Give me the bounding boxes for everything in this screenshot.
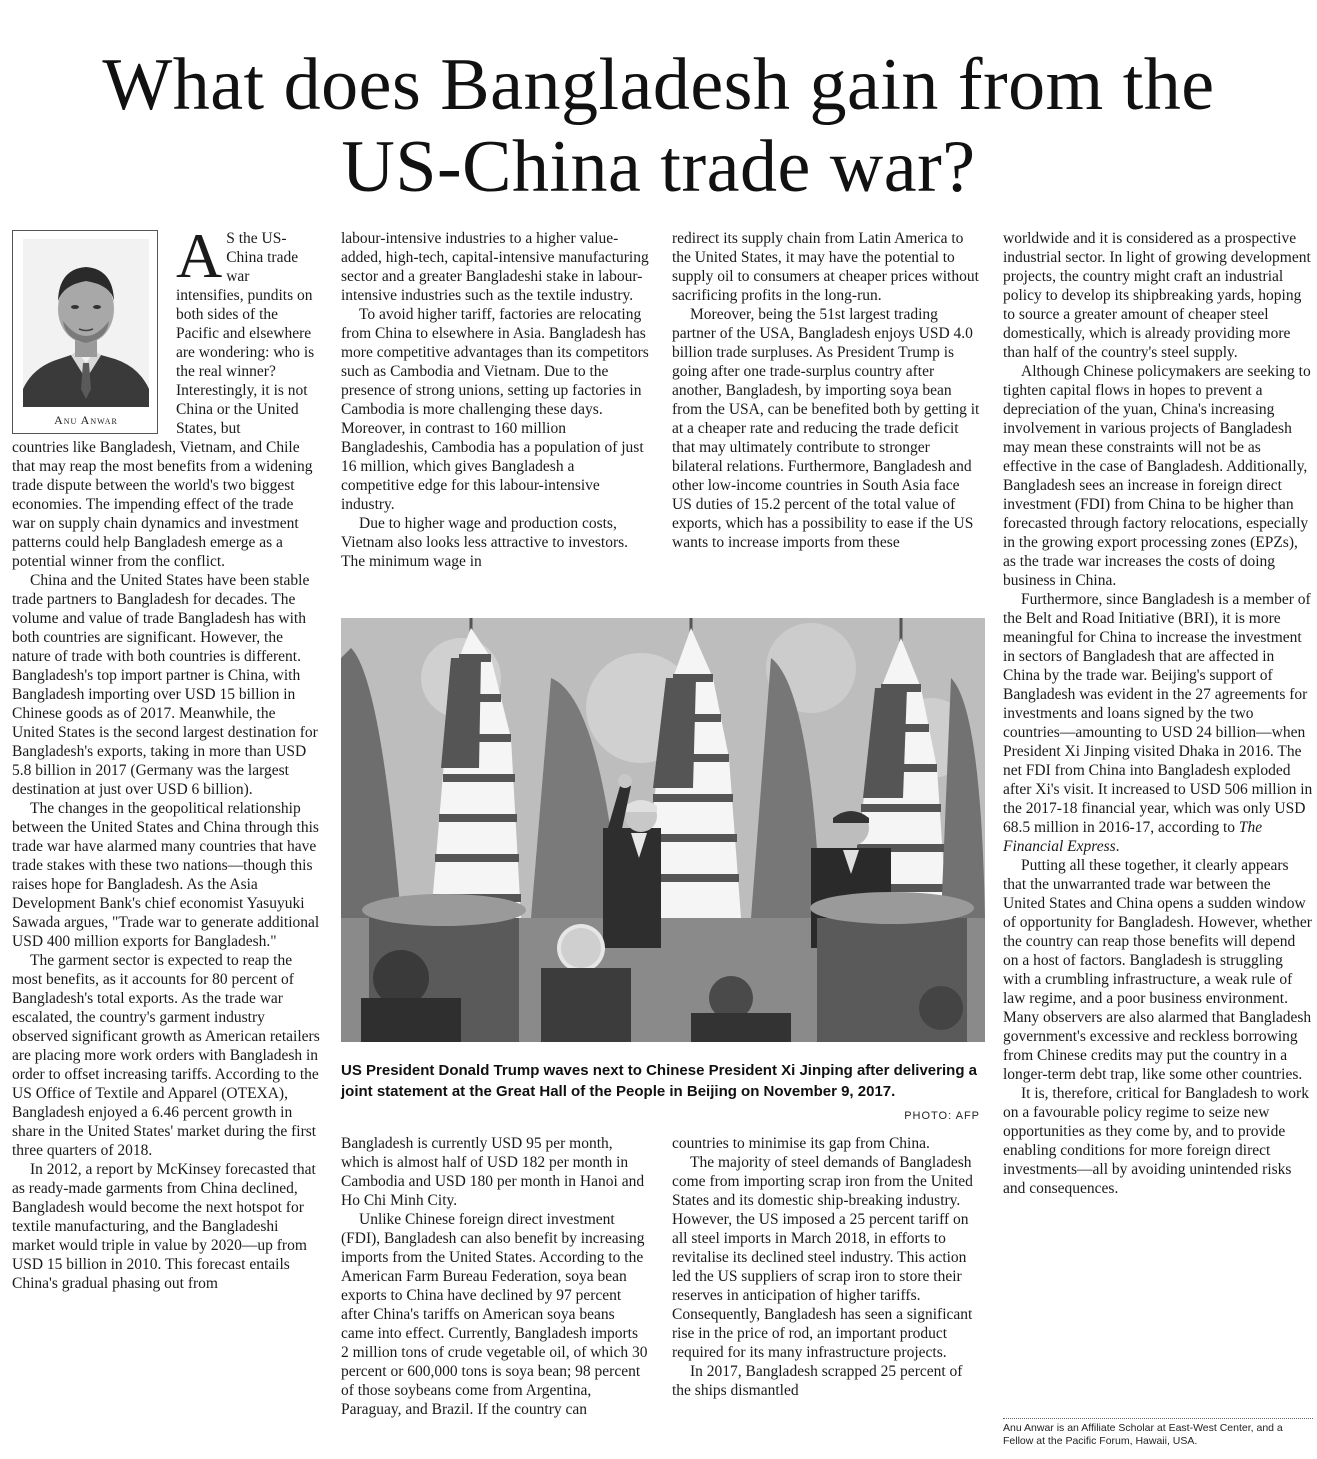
paragraph: countries to minimise its gap from China. (672, 1135, 930, 1152)
lede-wrapped-text: S the US-China trade war intensifies, pundits on both sides of the Pacific and elsewhere are wondering: who is the real winner? Interestingly, it is not China or the United States, but (176, 230, 315, 437)
paragraph: The changes in the geopolitical relationship between the United States and China through this trade war have alarmed many countries that have trade stakes with these two nations—though this raises hope for Bangladesh. As the Asia Development Bank's chief economist Yasuyuki Sawada argues, "Trade war to generate additional USD 400 million exports for Bangladesh." (12, 800, 320, 950)
paragraph: In 2017, Bangladesh scrapped 25 percent of the ships dismantled (672, 1363, 963, 1399)
headline-line-2: US-China trade war? (341, 126, 976, 208)
paragraph-end: . (1115, 838, 1120, 855)
paragraph (1003, 590, 1313, 856)
paragraph: Although Chinese policymakers are seeking to tighten capital flows in hopes to prevent a depreciation of the yuan, China's increasing involvement in various projects of Bangladesh may mean these constraints will not be as effective in the case of Bangladesh. Additionally, Bangladesh sees an increase in foreign direct investment (FDI) from China to be higher than forecasted through factory relocations, especially in the growing export processing zones (EPZs), as the trade war increases the costs of doing business in China. (1003, 363, 1311, 589)
paragraph: Due to higher wage and production costs, Vietnam also looks less attractive to investors. The minimum wage in (341, 515, 629, 570)
paragraph-lede (12, 220, 320, 438)
paragraph: redirect its supply chain from Latin America to the United States, it may have the potential to supply oil to consumers at cheaper prices without sacrificing profits in the long-run. (672, 230, 979, 304)
article-column-3-top (672, 229, 982, 552)
article-column-4 (1003, 229, 1313, 1198)
photo-credit: PHOTO: AFP (904, 1110, 980, 1122)
paragraph: To avoid higher tariff, factories are relocating from China to elsewhere in Asia. Bangladesh has more competitive advantages than its competitors such as Cambodia and Vietnam. Due to the presence of strong unions, setting up factories in Cambodia is more challenging these days. Moreover, in contrast to 160 million Bangladeshis, Cambodia has a population of just 16 million, which gives Bangladesh a competitive edge for this labour-intensive industry. (341, 306, 649, 513)
drop-cap: A (176, 220, 223, 291)
photo-caption: US President Donald Trump waves next to Chinese President Xi Jinping after delivering a joint statement at the Great Hall of the People in Beijing on November 9, 2017. (341, 1062, 977, 1100)
paragraph: Unlike Chinese foreign direct investment (FDI), Bangladesh can also benefit by increasing imports from the United States. According to the American Farm Bureau Federation, soya bean exports to China have declined by 97 percent after China's tariffs on American soya beans came into effect. Currently, Bangladesh imports 2 million tons of crude vegetable oil, of which 30 percent or 600,000 tons is soya bean; 98 percent of those soybeans come from Argentina, Paraguay, and Brazil. If the country can (341, 1211, 648, 1418)
paragraph: Bangladesh is currently USD 95 per month, which is almost half of USD 182 per month in Cambodia and USD 180 per month in Hanoi and Ho Chi Minh City. (341, 1135, 645, 1209)
paragraph: Putting all these together, it clearly appears that the unwarranted trade war between the United States and China opens a sudden window of opportunity for Bangladesh. However, whether the country can reap those benefits will depend on a host of factors. Bangladesh is struggling with a crumbling infrastructure, a weak rule of law regime, and a poor business environment. Many observers are also alarmed that Bangladesh government's excessive and reckless borrowing from Chinese credits may put the country in a longer-term debt trap, like some other countries. (1003, 857, 1312, 1083)
article-column-2-top (341, 229, 649, 571)
headline (0, 44, 1317, 208)
bio-divider (1003, 1418, 1313, 1419)
paragraph: The garment sector is expected to reap the most benefits, as it accounts for 80 percent of Bangladesh's total exports. As the trade war escalated, the country's garment industry observed significant growth as American retailers are placing more work orders with Bangladesh in order to offset increasing tariffs. According to the US Office of Textile and Apparel (OTEXA), Bangladesh enjoyed a 6.46 percent growth in share in the United States' market during the first three quarters of 2018. (12, 952, 320, 1159)
article-column-2-bottom (341, 1134, 649, 1419)
paragraph: labour-intensive industries to a higher value-added, high-tech, capital-intensive manufacturing sector and a greater Bangladeshi stake in labour-intensive industries such as the textile industry. (341, 230, 649, 304)
author-bio: Anu Anwar is an Affiliate Scholar at East-West Center, and a Fellow at the Pacific Forum, Hawaii, USA. (1003, 1422, 1283, 1447)
paragraph: The majority of steel demands of Bangladesh come from importing scrap iron from the United States and its domestic ship-breaking industry. However, the US imposed a 25 percent tariff on all steel imports in March 2018, in efforts to revitalise its declined steel industry. This action led the US suppliers of scrap iron to store their reserves in anticipation of higher tariffs. Consequently, Bangladesh has seen a significant rise in the price of rod, an important product required for its many infrastructure projects. (672, 1154, 973, 1361)
paragraph-text: Furthermore, since Bangladesh is a member of the Belt and Road Initiative (BRI), it is more meaningful for China to increase the investment in sectors of Bangladesh that are affected in China by the trade war. Beijing's support of Bangladesh was evident in the 27 agreements for investments and loans signed by the two countries—amounting to USD 24 billion—when President Xi Jinping visited Dhaka in 2016. The net FDI from China into Bangladesh exploded after Xi's visit. It increased to USD 506 million in the 2017-18 financial year, which was only USD 68.5 million in 2016-17, according to (1003, 591, 1313, 836)
paragraph: Moreover, being the 51st largest trading partner of the USA, Bangladesh enjoys USD 4.0 billion trade surpluses. As President Trump is going after one trade-surplus country after another, Bangladesh, by importing soya bean from the USA, can be benefited both by getting it at a cheaper rate and reducing the trade deficit that may ultimately contribute to stronger bilateral relations. Furthermore, Bangladesh and other low-income countries in South Asia face US duties of 15.2 percent of the total value of exports, which has a possibility to ease if the US wants to increase imports from these (672, 306, 980, 551)
paragraph: worldwide and it is considered as a prospective industrial sector. In light of growing development projects, the country might craft an industrial policy to develop its shipbreaking yards, hoping to source a greater amount of cheaper steel domestically, which is already providing more than half of the country's steel supply. (1003, 230, 1311, 361)
paragraph: It is, therefore, critical for Bangladesh to work on a favourable policy regime to seize new opportunities as they come by, and to provide enabling conditions for more foreign direct investments—all by avoiding unintended risks and consequences. (1003, 1085, 1309, 1197)
article-column-1 (12, 220, 320, 1457)
article-column-3-bottom (672, 1134, 982, 1400)
news-photo (341, 618, 985, 1042)
paragraph: In 2012, a report by McKinsey forecasted that as ready-made garments from China declined, Bangladesh would become the next hotspot for textile manufacturing, and the Bangladeshi market would triple in value by 2020—up from USD 15 billion in 2010. This forecast entails China's gradual phasing out from (12, 1161, 316, 1292)
paragraph: China and the United States have been stable trade partners to Bangladesh for decades. The volume and value of trade Bangladesh has with both countries are significant. However, the nature of trade with both countries is different. Bangladesh's top import partner is China, with Bangladesh importing over USD 15 billion in Chinese goods as of 2017. Meanwhile, the United States is the second largest destination for Bangladesh's exports, taking in more than USD 5.8 billion in 2017 (Germany was the largest destination at just over USD 6 billion). (12, 572, 318, 798)
paragraph-lede-continued: countries like Bangladesh, Vietnam, and Chile that may reap the most benefits from a widening trade dispute between the world's two biggest economies. The impending effect of the trade war on supply chain dynamics and investment patterns could help Bangladesh emerge as a potential winner from the conflict. (12, 439, 313, 570)
source-name: The Financial Express (1003, 819, 1263, 855)
headline-line-1: What does Bangladesh gain from the (102, 44, 1215, 126)
author-name: Anu Anwar (54, 413, 118, 427)
